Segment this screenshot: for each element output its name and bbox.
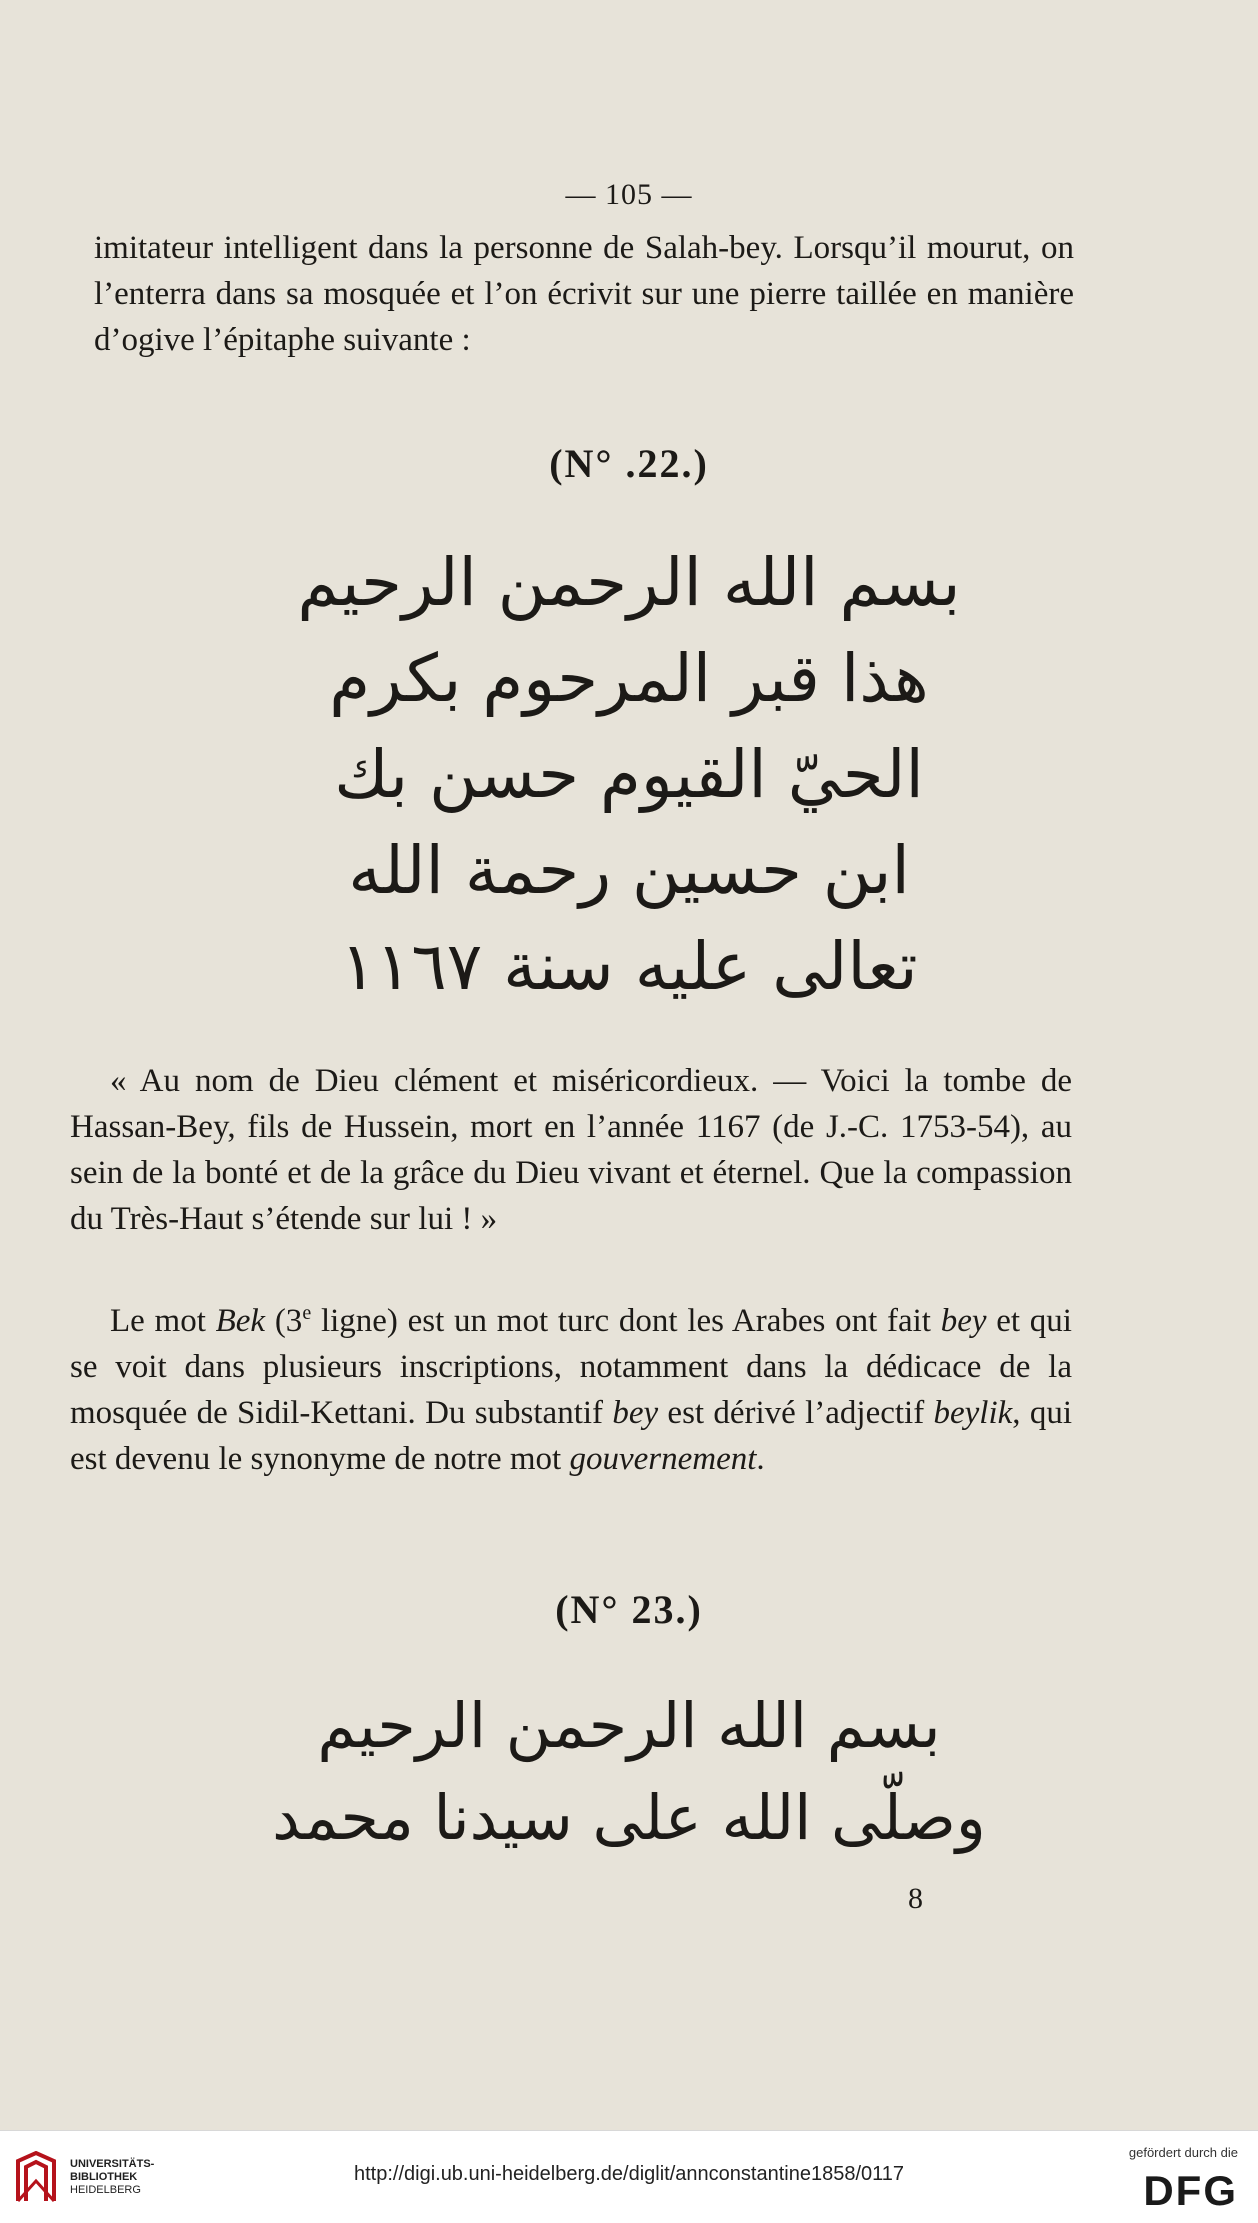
inscription-22-line-2: هذا قبر المرحوم بكرم	[329, 640, 929, 717]
note-text-4: et qui se voit dans plusieurs inscriptions, notamment dans la dédicace de la mosquée de Sidil-Kettani. Du substantif	[70, 1303, 1072, 1431]
page-number: — 105 —	[565, 178, 693, 211]
note-italic-bey-2: bey	[612, 1395, 659, 1431]
note-italic-bey-1: bey	[940, 1303, 987, 1339]
note-text-7: .	[756, 1441, 765, 1477]
dfg-logo: DFG	[1143, 2167, 1238, 2214]
translation-text: « Au nom de Dieu clément et miséricordieux. — Voici la tombe de Hassan-Bey, fils de Hussein, mort en l’année 1167 (de J.-C. 1753-54), au sein de la bonté et de la grâce du Dieu vivant et éternel. Que la compassion du Très-Haut s’étende sur lui ! »	[70, 1063, 1072, 1237]
paragraph-intro: imitateur intelligent dans la personne de Salah-bey. Lorsqu’il mourut, on l’enterra dans sa mosquée et l’on écrivit sur une pierre taillée en manière d’ogive l’épitaphe suivante :	[94, 230, 1074, 358]
library-name-line-2: BIBLIOTHEK	[70, 2171, 138, 2183]
note-italic-gouvernement: gouvernement	[569, 1441, 757, 1477]
signature-mark: 8	[908, 1882, 923, 1915]
inscription-22-line-5: تعالى عليه سنة ١١٦٧	[340, 928, 918, 1005]
sponsor-text: gefördert durch die	[1128, 2145, 1238, 2160]
inscription-22-line-3: الحيّ القيوم حسن بك	[334, 736, 924, 813]
note-text-2: (3	[265, 1303, 303, 1339]
note-text-3: ligne) est un mot turc dont les Arabes ont fait	[311, 1303, 941, 1339]
inscription-22-line-4: ابن حسين رحمة الله	[348, 832, 910, 909]
permalink-url[interactable]: http://digi.ub.uni-heidelberg.de/diglit/annconstantine1858/0117	[353, 2163, 905, 2185]
inscription-23-arabic	[0, 1680, 1258, 1864]
library-name-line-3: HEIDELBERG	[70, 2184, 141, 2196]
note-text-1: Le mot	[110, 1303, 216, 1339]
note-text-5: est dérivé l’adjectif	[658, 1395, 934, 1431]
inscription-23-line-1: بسم الله الرحمن الرحيم	[317, 1689, 941, 1762]
paragraph-translation	[70, 1058, 1072, 1242]
library-name-line-1: UNIVERSITÄTS-	[70, 2158, 155, 2170]
paragraph-bek-note	[70, 1290, 1072, 1482]
inscription-22-number: (N° .22.)	[549, 441, 709, 486]
note-italic-bek: Bek	[215, 1303, 266, 1339]
note-superscript: e	[302, 1302, 312, 1324]
inscription-23-line-2: وصلّى الله على سيدنا محمد	[272, 1781, 986, 1854]
note-italic-beylik: beylik	[933, 1395, 1013, 1431]
inscription-22-line-1: بسم الله الرحمن الرحيم	[297, 544, 961, 621]
footer-bar	[0, 2130, 1258, 2223]
inscription-22-arabic	[0, 535, 1258, 1015]
inscription-23-number: (N° 23.)	[555, 1587, 703, 1632]
note-text-6: , qui est devenu le synonyme de notre mot	[70, 1395, 1073, 1477]
